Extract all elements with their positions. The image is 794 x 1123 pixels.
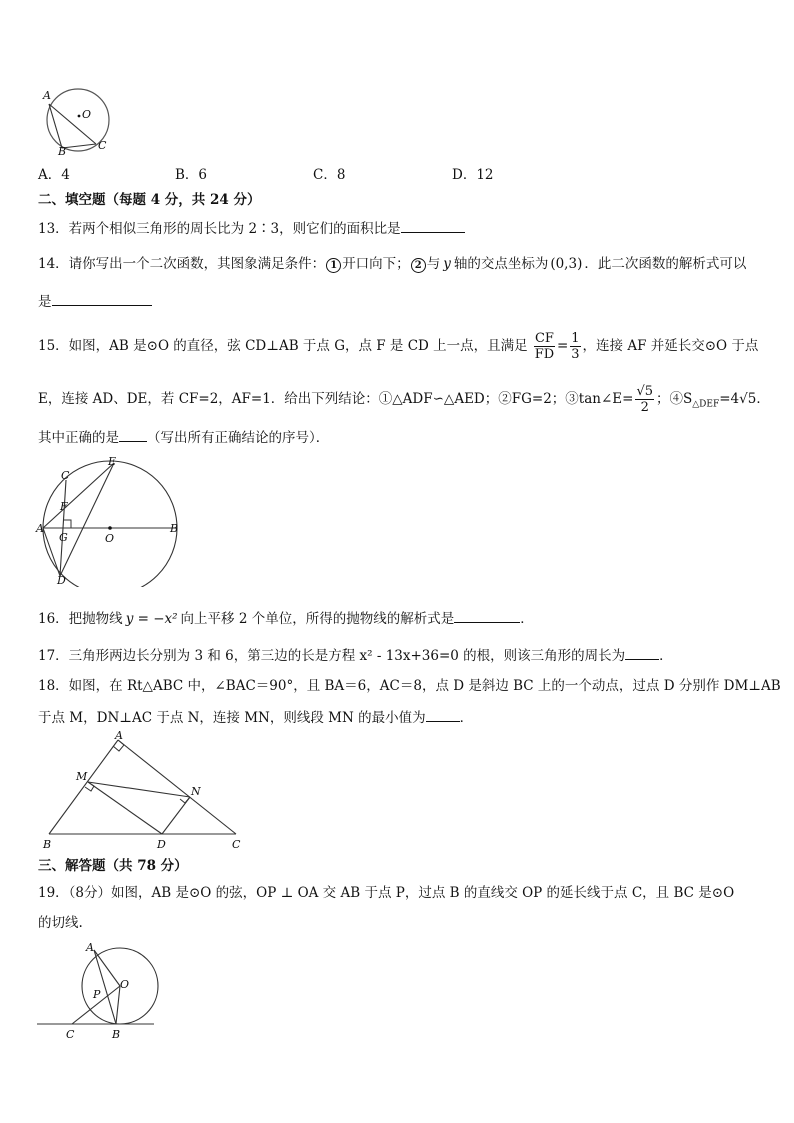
q16-text-b: 向上平移 2 个单位，所得的抛物线的解析式是: [180, 611, 455, 627]
q19-label-a: A: [86, 941, 94, 954]
q15-label-d: D: [57, 574, 66, 587]
q19-label-c: C: [66, 1028, 75, 1041]
q15-fraction-cf-fd: [534, 331, 555, 362]
q13-answer-blank: [401, 218, 465, 233]
q16-text-c: ．: [520, 611, 534, 627]
q14-answer-blank: [52, 291, 152, 306]
q18-answer-blank: [426, 707, 460, 722]
q14-circled-1: 1: [326, 258, 341, 273]
q18-label-m: M: [76, 770, 88, 783]
q15-label-c: C: [61, 469, 70, 482]
q15-fraction-one-third: [570, 331, 580, 362]
q15-center-dot: [108, 526, 112, 530]
q15-label-g: G: [59, 531, 68, 544]
q15-frac1-num: CF: [534, 331, 554, 346]
q12-label-c: C: [98, 139, 107, 152]
q16: [38, 608, 534, 628]
q14-circled-2: 2: [411, 258, 426, 273]
q15-label-o: O: [105, 532, 115, 545]
q15-text-f: ．: [756, 391, 770, 407]
q18-segment-ab: [49, 740, 118, 834]
q14-text-e: ．此二次函数的解析式可以: [584, 256, 747, 272]
q18-segment-dm: [88, 782, 162, 834]
q18-label-c: C: [232, 838, 241, 851]
q12-option-d: D．12: [452, 167, 494, 183]
q14-var-y: y: [443, 256, 451, 272]
q15-label-e: E: [108, 455, 117, 468]
q15-line1: [38, 328, 758, 364]
q15-text-b: ，连接 AF 并延长交⊙O 于点: [582, 338, 759, 354]
q19-radius-ob: [116, 986, 120, 1024]
q19-label-o: O: [120, 978, 130, 991]
q15-fraction-root5-over-2: [635, 384, 654, 415]
q12-center-dot: [78, 115, 81, 118]
q18-label-n: N: [191, 785, 201, 798]
q19-label-b: B: [112, 1028, 121, 1041]
q15-label-f: F: [60, 500, 68, 513]
q18-right-angle-n: [180, 797, 190, 803]
q15-text-g: 其中正确的是: [38, 430, 119, 446]
q16-answer-blank: [454, 608, 520, 623]
q12-label-a: A: [43, 89, 51, 102]
q14-line1: [38, 255, 746, 273]
q12-option-c: C．8: [313, 167, 346, 183]
q12-option-b: B．6: [175, 167, 208, 183]
q14-text-line2: 是: [38, 294, 52, 310]
q15-frac1-den: FD: [534, 347, 555, 362]
q19-chord-ab: [94, 950, 116, 1024]
q15-line2: [38, 381, 770, 423]
q12-label-b: B: [58, 145, 67, 156]
section2-title: 二、填空题（每题 4 分，共 24 分）: [38, 192, 261, 208]
q12-label-o: O: [82, 108, 92, 121]
q18-label-d: D: [157, 838, 166, 851]
q15-text-d: ；④S: [656, 391, 693, 407]
q15-answer-blank: [119, 427, 147, 442]
q14-coord: (0,3): [550, 256, 583, 272]
q18-figure: [36, 730, 251, 852]
q15-right-angle-mark: [64, 520, 71, 528]
q15-line3: [38, 427, 329, 447]
q14-text-b: 开口向下；: [342, 256, 410, 272]
q12-figure: [38, 86, 118, 156]
section3-title: 三、解答题（共 78 分）: [38, 858, 188, 874]
q18-text-b: ．: [459, 710, 474, 726]
q19-figure: [34, 938, 164, 1042]
q15-frac2-den: 3: [571, 347, 580, 362]
q15-segment-ae: [43, 463, 114, 528]
q14-text-c: 与: [426, 256, 441, 272]
q15-root5: √5: [739, 391, 757, 407]
q15-label-a: A: [36, 522, 44, 535]
q15-text-h: （写出所有正确结论的序号）．: [147, 430, 330, 446]
q18-label-a: A: [115, 730, 123, 742]
q14-text-a: 14．请你写出一个二次函数，其图象满足条件：: [38, 256, 326, 272]
q15-frac3-den: 2: [640, 400, 649, 415]
q19-line2: 的切线.: [38, 915, 83, 931]
q12-option-a: A．4: [38, 167, 70, 183]
q16-text-a: 16．把抛物线: [38, 611, 123, 627]
q15-label-b: B: [170, 522, 179, 535]
q15-frac2-num: 1: [571, 331, 580, 346]
q18-line2: [38, 707, 473, 727]
q13-text: 13．若两个相似三角形的周长比为 2∶3，则它们的面积比是: [38, 221, 401, 237]
q15-text-a: 15．如图，AB 是⊙O 的直径，弦 CD⊥AB 于点 G，点 F 是 CD 上一点，且满足: [38, 338, 528, 354]
q18-line1: 18．如图，在 Rt△ABC 中，∠BAC＝90°，且 BA＝6，AC＝8，点 D 是斜边 BC 上的一个动点，过点 D 分别作 DM⊥AB: [38, 678, 781, 694]
q17-text-a: 17．三角形两边长分别为 3 和 6，第三边的长是方程 x² - 13x+36=0 的根，则该三角形的周长为: [38, 648, 626, 664]
q15-text-c: E，连接 AD、DE，若 CF=2，AF=1．给出下列结论：①△ADF∽△AED；②FG=2；③tan∠E=: [38, 391, 634, 407]
q15-segment-ad: [43, 528, 60, 576]
q19-label-p: P: [93, 988, 101, 1001]
q13: [38, 218, 465, 238]
q17-text-b: ．: [659, 648, 673, 664]
q12-segment-bc: [62, 144, 96, 148]
q18-segment-ac: [118, 740, 236, 834]
q16-formula: y = −x²: [125, 611, 178, 627]
q15-eq: =: [556, 338, 569, 354]
q19-line1: 19．（8分）如图，AB 是⊙O 的弦，OP ⊥ OA 交 AB 于点 P，过点 B 的直线交 OP 的延长线于点 C，且 BC 是⊙O: [38, 885, 735, 901]
q14-text-d: 轴的交点坐标为: [453, 256, 549, 272]
q19-radius-oa: [94, 950, 120, 986]
q17-answer-blank: [625, 645, 659, 660]
q17: [38, 645, 673, 665]
q15-figure: [34, 452, 184, 587]
q18-segment-mn: [88, 782, 190, 797]
q14-line2: [38, 291, 152, 311]
q15-text-e: =4: [719, 391, 740, 407]
q15-subscript: △DEF: [692, 399, 720, 410]
q15-frac3-num: √5: [636, 384, 654, 399]
q18-text-a: 于点 M，DN⊥AC 于点 N，连接 MN，则线段 MN 的最小值为: [38, 710, 426, 726]
q18-label-b: B: [43, 838, 52, 851]
